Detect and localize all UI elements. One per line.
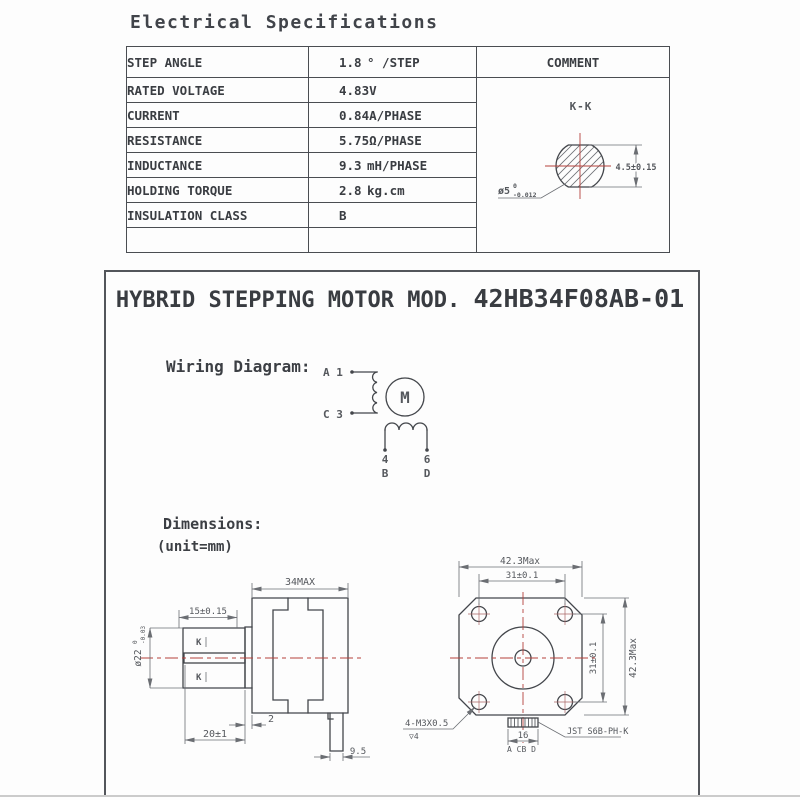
table-row (127, 47, 670, 78)
connector-callout (538, 722, 629, 737)
spec-value-cell (309, 228, 477, 253)
comment-header: COMMENT (477, 47, 670, 78)
spec-name: RATED VOLTAGE (127, 78, 309, 103)
image-bottom-border (0, 795, 800, 797)
flange-outline (459, 598, 582, 715)
table-row (127, 78, 670, 103)
spec-value-cell (309, 103, 477, 128)
section-marks (196, 637, 206, 683)
phase-b-coil (383, 423, 429, 452)
thread-callout (403, 707, 475, 741)
spec-value: B (339, 207, 347, 223)
connector-label-text: JST S6B-PH-K (567, 727, 629, 737)
pin4-label: 4 (381, 453, 389, 466)
phase-a-coil (350, 370, 377, 415)
motor-symbol (386, 378, 424, 416)
spec-value: 1.8 (339, 54, 362, 70)
spec-name: RESISTANCE (127, 128, 309, 153)
spec-value-cell (309, 153, 477, 178)
boss-tol-lower: -0.03 (140, 625, 147, 644)
section-label: K-K (569, 99, 593, 113)
terminal-c-label: C 3 (323, 408, 343, 421)
section-mark-bottom: K (196, 673, 202, 683)
width-dim-text: 34MAX (284, 577, 316, 588)
height-dim-text: 4.5±0.15 (615, 162, 657, 173)
pinD-label: D (423, 467, 431, 480)
diameter-tol-lower: -0.012 (513, 190, 537, 199)
spec-value: 5.75 (339, 132, 370, 148)
spec-unit: ° /STEP (367, 54, 420, 70)
boss-tol-upper: 0 (132, 640, 139, 644)
dimensions-label: Dimensions: (163, 515, 263, 533)
pin6-label: 6 (423, 453, 431, 466)
comment-cell (477, 78, 670, 253)
spec-unit: V (369, 82, 377, 98)
connector-pin-labels: A CB D (507, 745, 536, 754)
spec-value-cell (309, 203, 477, 228)
motor-letter: M (400, 388, 410, 407)
diameter-callout (498, 182, 565, 199)
spec-value: 2.8 (339, 182, 362, 198)
terminal-a-label: A 1 (323, 366, 343, 379)
wiring-diagram-label: Wiring Diagram: (166, 357, 311, 376)
conn-dim-text: 9.5 (349, 747, 367, 757)
spec-unit: Ω/PHASE (369, 132, 422, 148)
spec-value: 9.3 (339, 157, 362, 173)
spec-value-cell (309, 47, 477, 78)
spec-name (127, 228, 309, 253)
spec-name: STEP ANGLE (127, 47, 309, 78)
connector-depth-dimension (314, 747, 370, 761)
boss-dia-text: ø22 (133, 649, 144, 667)
flat-len-text: 15±0.15 (189, 607, 227, 617)
spec-unit: kg.cm (367, 182, 405, 198)
flat-length-dimension (179, 607, 237, 628)
connector-tab (328, 713, 343, 751)
thread-depth-text: ▽4 (409, 732, 419, 741)
model-number: 42HB34F08AB-01 (473, 284, 685, 313)
thread-label-text: 4-M3X0.5 (405, 719, 449, 729)
spec-value-cell (309, 78, 477, 103)
spec-value-cell (309, 128, 477, 153)
diameter-dim-text: ø5 (498, 185, 511, 197)
wiring-diagram (315, 353, 455, 483)
flange-height-text: 42.3Max (628, 637, 639, 679)
page-title: Electrical Specifications (130, 12, 439, 33)
flange-width-text: 42.3Max (499, 556, 541, 567)
spec-unit: A/PHASE (369, 107, 422, 123)
spec-value: 4.83 (339, 82, 370, 98)
diameter-tol-upper: 0 (513, 181, 517, 190)
hole-span-h-text: 31±0.1 (505, 571, 539, 581)
model-title-prefix: HYBRID STEPPING MOTOR MOD. (115, 288, 474, 313)
spec-value-cell (309, 178, 477, 203)
spec-unit: mH/PHASE (367, 157, 428, 173)
boss-diameter-dimension (132, 626, 183, 688)
pilot-dim-text: 2 (267, 714, 275, 725)
shaft-section-diagram (477, 83, 669, 245)
width-dimension (252, 577, 348, 597)
model-title (0, 284, 800, 313)
section-mark-top: K (196, 638, 202, 648)
shaft-length-dimension (185, 665, 245, 744)
hole-span-dimension-h (479, 571, 565, 605)
front-view-drawing (393, 553, 705, 788)
spec-name: HOLDING TORQUE (127, 178, 309, 203)
hole-span-v-text: 31±0.1 (589, 641, 599, 675)
spec-table (126, 46, 670, 253)
side-view-drawing (130, 553, 380, 778)
pinB-label: B (381, 467, 389, 480)
shaft-len-text: 20±1 (202, 729, 228, 740)
spec-value: 0.84 (339, 107, 370, 123)
spec-name: INDUCTANCE (127, 153, 309, 178)
spec-name: INSULATION CLASS (127, 203, 309, 228)
centerlines (545, 133, 611, 199)
spec-name: CURRENT (127, 103, 309, 128)
conn-width-text: 16 (517, 731, 529, 741)
dimensions-unit-label: (unit=mm) (157, 539, 233, 555)
